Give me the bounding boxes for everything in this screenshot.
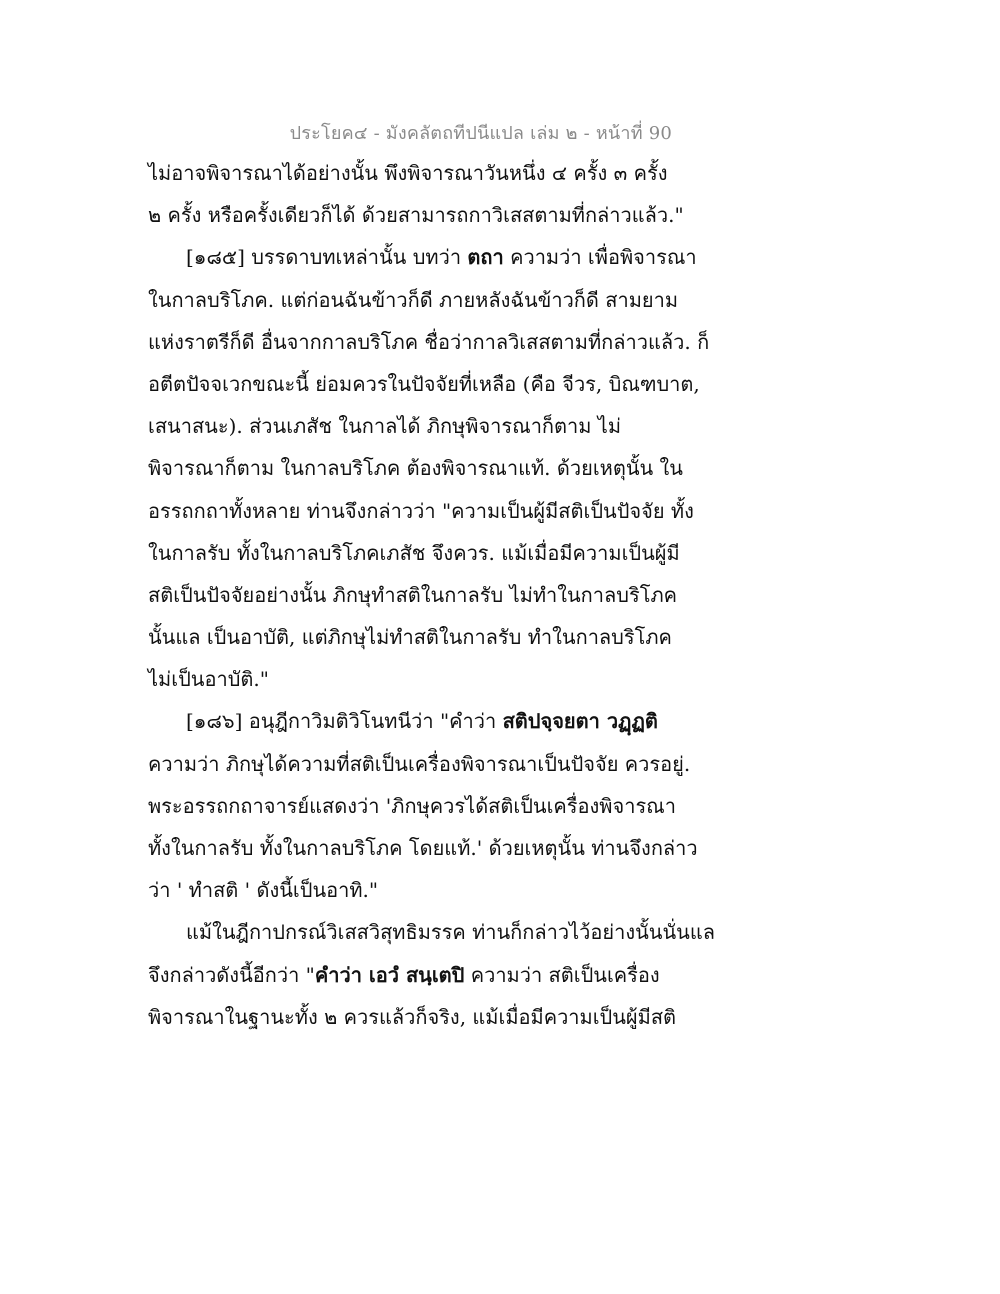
text-run: [๑๘๖] อนุฎีกาวิมติวิโนทนีว่า "คำว่า bbox=[186, 709, 503, 734]
text-line: เสนาสนะ). ส่วนเภสัช ในกาลได้ ภิกษุพิจารณาก็ตาม ไม่ bbox=[148, 414, 622, 439]
text-line: พิจารณาในฐานะทั้ง ๒ ควรแล้วก็จริง, แม้เมื่อมีความเป็นผู้มีสติ bbox=[148, 1004, 677, 1029]
text-line: อรรถกถาทั้งหลาย ท่านจึงกล่าวว่า "ความเป็นผู้มีสติเป็นปัจจัย ทั้ง bbox=[148, 498, 694, 523]
text-run: จึงกล่าวดังนี้อีกว่า " bbox=[148, 962, 315, 987]
text-line: ในกาลรับ ทั้งในกาลบริโภคเภสัช จึงควร. แม้เมื่อมีความเป็นผู้มี bbox=[148, 540, 680, 565]
text-line: ทั้งในกาลรับ ทั้งในกาลบริโภค โดยแท้.' ด้วยเหตุนั้น ท่านจึงกล่าว bbox=[148, 836, 698, 860]
text-line: ความว่า ภิกษุได้ความที่สติเป็นเครื่องพิจารณาเป็นปัจจัย ควรอยู่. bbox=[148, 751, 691, 776]
text-line: ว่า ' ทำสติ ' ดังนี้เป็นอาทิ." bbox=[148, 878, 379, 903]
bold-term: ตถา bbox=[467, 245, 504, 270]
bold-term: คำว่า เอวํ สนฺเตปิ bbox=[314, 962, 465, 987]
text-line: ไม่อาจพิจารณาได้อย่างนั้น พึงพิจารณาวันหนึ่ง ๔ ครั้ง ๓ ครั้ง bbox=[148, 161, 668, 185]
body-text bbox=[148, 152, 715, 1038]
text-run: ความว่า สติเป็นเครื่อง bbox=[464, 962, 660, 987]
text-run: ความว่า เพื่อพิจารณา bbox=[503, 245, 697, 270]
text-line: สติเป็นปัจจัยอย่างนั้น ภิกษุทำสติในกาลรับ ไม่ทำในกาลบริโภค bbox=[148, 582, 678, 607]
paragraph-start: แม้ในฎีกาปกรณ์วิเสสวิสุทธิมรรค ท่านก็กล่าวไว้อย่างนั้นนั่นแล bbox=[186, 920, 715, 945]
text-line bbox=[148, 954, 708, 996]
text-line: ในกาลบริโภค. แต่ก่อนฉันข้าวก็ดี ภายหลังฉันข้าวก็ดี สามยาม bbox=[148, 287, 679, 312]
text-line: ไม่เป็นอาบัติ." bbox=[148, 667, 269, 692]
bold-term: สติปจฺจยตา วฏฺฏติ bbox=[502, 709, 658, 734]
text-line: พิจารณาก็ตาม ในกาลบริโภค ต้องพิจารณาแท้. ด้วยเหตุนั้น ใน bbox=[148, 456, 683, 481]
paragraph-185-start bbox=[148, 236, 708, 278]
text-run: [๑๘๕] บรรดาบทเหล่านั้น บทว่า bbox=[186, 245, 468, 270]
text-line: แห่งราตรีก็ดี อื่นจากกาลบริโภค ชื่อว่ากาลวิเสสตามที่กล่าวแล้ว. ก็ bbox=[148, 329, 710, 354]
paragraph-186-start bbox=[148, 700, 708, 742]
text-line: นั้นแล เป็นอาบัติ, แต่ภิกษุไม่ทำสติในกาลรับ ทำในกาลบริโภค bbox=[148, 625, 672, 650]
running-header: ประโยค๔ - มังคลัตถทีปนีแปล เล่ม ๒ - หน้าที่ 90 bbox=[289, 123, 672, 144]
text-line: ๒ ครั้ง หรือครั้งเดียวก็ได้ ด้วยสามารถกาวิเสสตามที่กล่าวแล้ว." bbox=[148, 203, 684, 228]
text-line: อตีตปัจจเวกขณะนี้ ย่อมควรในปัจจัยที่เหลือ (คือ จีวร, บิณฑบาต, bbox=[148, 371, 700, 396]
text-line: พระอรรถกถาจารย์แสดงว่า 'ภิกษุควรได้สติเป็นเครื่องพิจารณา bbox=[148, 793, 676, 818]
